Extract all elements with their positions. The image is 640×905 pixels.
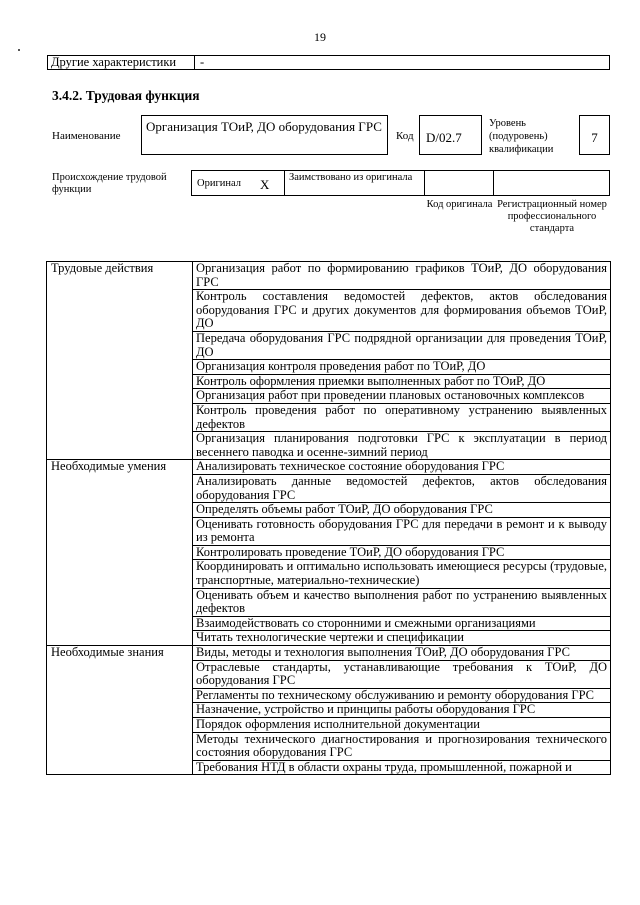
other-characteristics-value: - bbox=[200, 55, 205, 69]
requirement-item: Регламенты по техническому обслуживанию и ремонту оборудования ГРС bbox=[193, 688, 611, 703]
table-row bbox=[47, 646, 611, 661]
requirement-item: Контроль оформления приемки выполненных работ по ТОиР, ДО bbox=[193, 374, 611, 389]
code-original-label: Код оригинала bbox=[426, 199, 493, 210]
requirement-item: Порядок оформления исполнительной документации bbox=[193, 718, 611, 733]
code-label: Код bbox=[396, 130, 414, 142]
requirement-item: Определять объемы работ ТОиР, ДО оборудования ГРС bbox=[193, 503, 611, 518]
requirement-item: Методы технического диагностирования и прогнозирования технического состояния оборудования ГРС bbox=[193, 732, 611, 760]
name-label: Наименование bbox=[52, 130, 121, 142]
code-original-cell bbox=[425, 170, 494, 196]
requirement-item: Координировать и оптимально использовать имеющиеся ресурсы (трудовые, транспортные, материально-технические) bbox=[193, 560, 611, 588]
requirement-item: Организация контроля проведения работ по ТОиР, ДО bbox=[193, 360, 611, 375]
section-category: Необходимые умения bbox=[47, 460, 193, 646]
requirement-item: Назначение, устройство и принципы работы оборудования ГРС bbox=[193, 703, 611, 718]
page-number: 19 bbox=[314, 30, 326, 44]
code-value: D/02.7 bbox=[419, 115, 482, 155]
reg-number-label: Регистрационный номер профессионального стандарта bbox=[497, 199, 607, 234]
requirement-item: Требования НТД в области охраны труда, промышленной, пожарной и bbox=[193, 760, 611, 775]
other-characteristics-table bbox=[47, 55, 610, 70]
requirement-item: Взаимодействовать со сторонними и смежными организациями bbox=[193, 616, 611, 631]
original-mark: X bbox=[260, 177, 270, 192]
requirement-item: Оценивать объем и качество выполнения работ по устранению выявленных дефектов bbox=[193, 588, 611, 616]
scan-mark bbox=[18, 49, 20, 51]
level-value: 7 bbox=[579, 115, 610, 155]
requirement-item: Организация планирования подготовки ГРС к эксплуатации в период весеннего паводка и осенне-зимний период bbox=[193, 432, 611, 460]
level-label: Уровень (подуровень) квалификации bbox=[489, 118, 554, 155]
section-category: Необходимые знания bbox=[47, 646, 193, 775]
borrowed-label: Заимствовано из оригинала bbox=[285, 170, 425, 196]
origin-table bbox=[191, 170, 610, 196]
origin-original-cell bbox=[191, 170, 285, 196]
requirement-item: Оценивать готовность оборудования ГРС для передачи в ремонт и к выводу из ремонта bbox=[193, 517, 611, 545]
requirement-item: Анализировать техническое состояние оборудования ГРС bbox=[193, 460, 611, 475]
requirement-item: Передача оборудования ГРС подрядной организации для проведения ТОиР, ДО bbox=[193, 331, 611, 359]
section-category: Трудовые действия bbox=[47, 262, 193, 460]
requirement-item: Виды, методы и технология выполнения ТОиР, ДО оборудования ГРС bbox=[193, 646, 611, 661]
requirement-item: Контроль составления ведомостей дефектов, актов обследования оборудования ГРС и других документов для формирования объемов ТОиР, ДО bbox=[193, 290, 611, 332]
requirement-item: Контролировать проведение ТОиР, ДО оборудования ГРС bbox=[193, 545, 611, 560]
original-label: Оригинал bbox=[197, 178, 241, 189]
requirement-item: Организация работ при проведении плановых остановочных комплексов bbox=[193, 389, 611, 404]
table-row bbox=[47, 262, 611, 290]
requirement-item: Анализировать данные ведомостей дефектов, актов обследования оборудования ГРС bbox=[193, 474, 611, 502]
requirement-item: Отраслевые стандарты, устанавливающие требования к ТОиР, ДО оборудования ГРС bbox=[193, 660, 611, 688]
requirement-item: Организация работ по формированию графиков ТОиР, ДО оборудования ГРС bbox=[193, 262, 611, 290]
table-row bbox=[47, 460, 611, 475]
requirement-item: Читать технологические чертежи и спецификации bbox=[193, 631, 611, 646]
section-title: 3.4.2. Трудовая функция bbox=[52, 88, 200, 103]
requirement-item: Контроль проведения работ по оперативному устранению выявленных дефектов bbox=[193, 403, 611, 431]
name-value: Организация ТОиР, ДО оборудования ГРС bbox=[141, 115, 388, 155]
reg-number-cell bbox=[494, 170, 610, 196]
origin-label: Происхождение трудовой функции bbox=[52, 172, 167, 195]
function-details-table bbox=[46, 261, 611, 775]
other-characteristics-label: Другие характеристики bbox=[48, 56, 195, 69]
